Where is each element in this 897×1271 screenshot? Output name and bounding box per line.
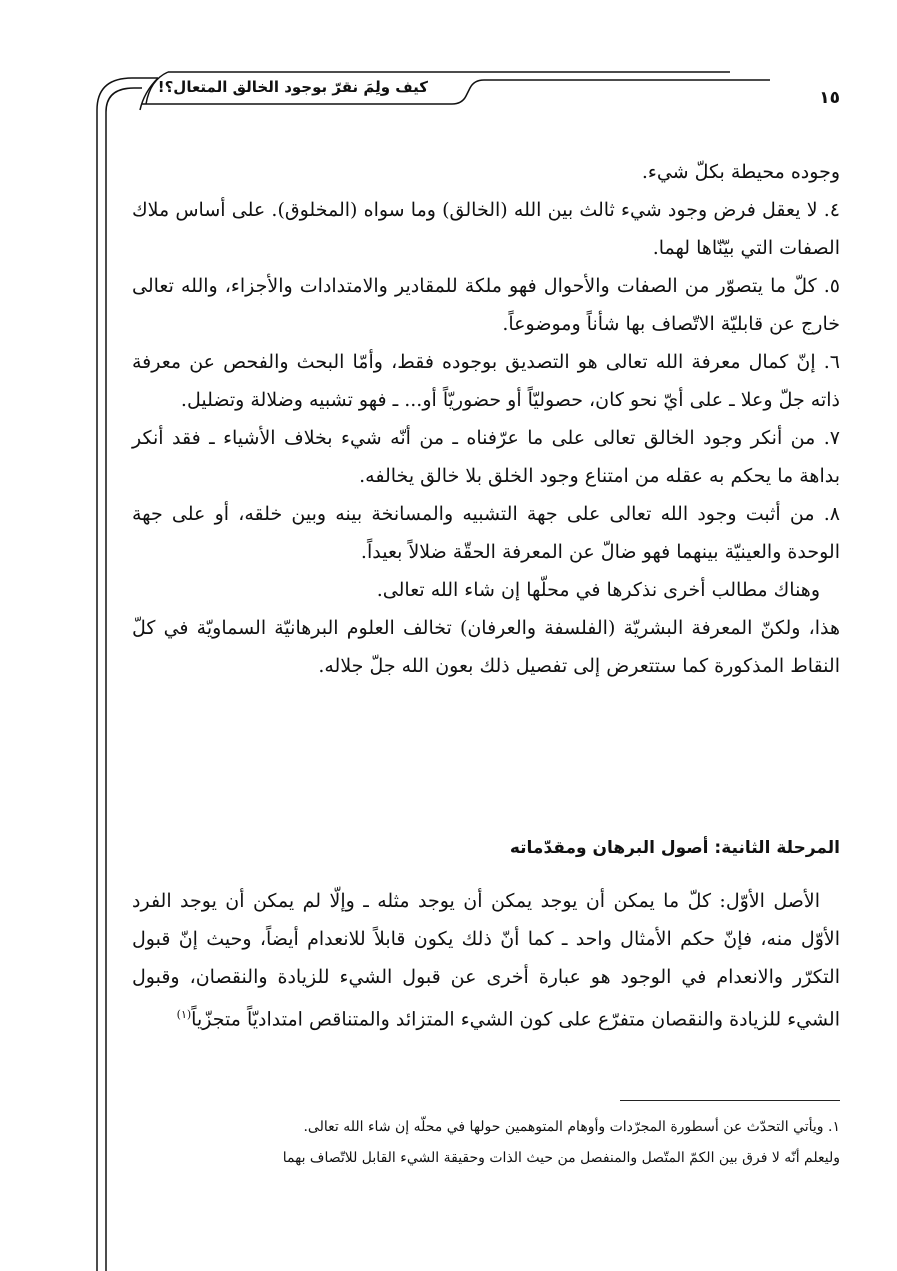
paragraph: هذا، ولكنّ المعرفة البشريّة (الفلسفة والعرفان) تخالف العلوم البرهانيّة السماويّة في كلّ النقاط المذكورة كما ستتعرض إلى تفصيل ذلك بعون الله جلّ جلاله.	[132, 617, 840, 677]
footnote-reference: (١)	[176, 1008, 192, 1021]
paragraph: ٧. من أنكر وجود الخالق تعالى على ما عرّفناه ـ من أنّه شيء بخلاف الأشياء ـ فقد أنكر بداهة ما يحكم به عقله من امتناع وجود الخلق بلا خالق يخالفه.	[132, 427, 840, 487]
section-text	[132, 882, 840, 1038]
paragraph: ٤. لا يعقل فرض وجود شيء ثالث بين الله (الخالق) وما سواه (المخلوق). على أساس ملاك الصفات التي بيّنّاها لهما.	[132, 199, 840, 259]
footnotes	[132, 1112, 840, 1174]
paragraph-text: الأصل الأوّل: كلّ ما يمكن أن يوجد يمكن أن يوجد مثله ـ وإلّا لم يمكن أن يوجد الفرد الأوّل منه، فإنّ حكم الأمثال واحد ـ كما أنّ ذلك يكون قابلاً للانعدام أيضاً، وحيث إنّ قبول التكرّر والانعدام في الوجود هو عبارة أخرى عن قبول الشيء للزيادة والنقصان، وقبول الشيء للزيادة والنقصان متفرّع على كون الشيء المتزائد والمتناقص امتداديّاً متجزّياً	[132, 890, 840, 1031]
footnote: ١. ويأتي التحدّث عن أسطورة المجرّدات وأوهام المتوهمين حولها في محلّه إن شاء الله تعالى.	[303, 1119, 840, 1135]
main-text	[132, 153, 840, 685]
paragraph	[132, 882, 840, 1038]
footnote: وليعلم أنّه لا فرق بين الكمّ المتّصل والمنفصل من حيث الذات وحقيقة الشيء القابل للاتّصاف بهما	[282, 1150, 840, 1166]
footnote-divider	[620, 1100, 840, 1101]
paragraph: وهناك مطالب أخرى نذكرها في محلّها إن شاء الله تعالى.	[376, 579, 820, 601]
paragraph: ٦. إنّ كمال معرفة الله تعالى هو التصديق بوجوده فقط، وأمّا البحث والفحص عن معرفة ذاته جلّ وعلا ـ على أيّ نحو كان، حصوليّاً أو حضوريّاً أو... ـ فهو تشبيه وضلالة وتضليل.	[132, 351, 840, 411]
section-heading: المرحلة الثانية: أصول البرهان ومقدّماته	[509, 838, 840, 858]
paragraph: ٥. كلّ ما يتصوّر من الصفات والأحوال فهو ملكة للمقادير والامتدادات والأجزاء، والله تعالى خارج عن قابليّة الاتّصاف بها شأناً وموضوعاً.	[132, 275, 840, 335]
paragraph: ٨. من أثبت وجود الله تعالى على جهة التشبيه والمسانخة بينه وبين خلقه، أو على جهة الوحدة والعينيّة بينهما فهو ضالّ عن المعرفة الحقّة ضلالاً بعيداً.	[132, 503, 840, 563]
paragraph: وجوده محيطة بكلّ شيء.	[641, 161, 840, 183]
running-header-title: كيف ولِمَ نقرّ بوجود الخالق المتعال؟!	[157, 78, 428, 96]
page-number: ١٥	[819, 88, 840, 108]
